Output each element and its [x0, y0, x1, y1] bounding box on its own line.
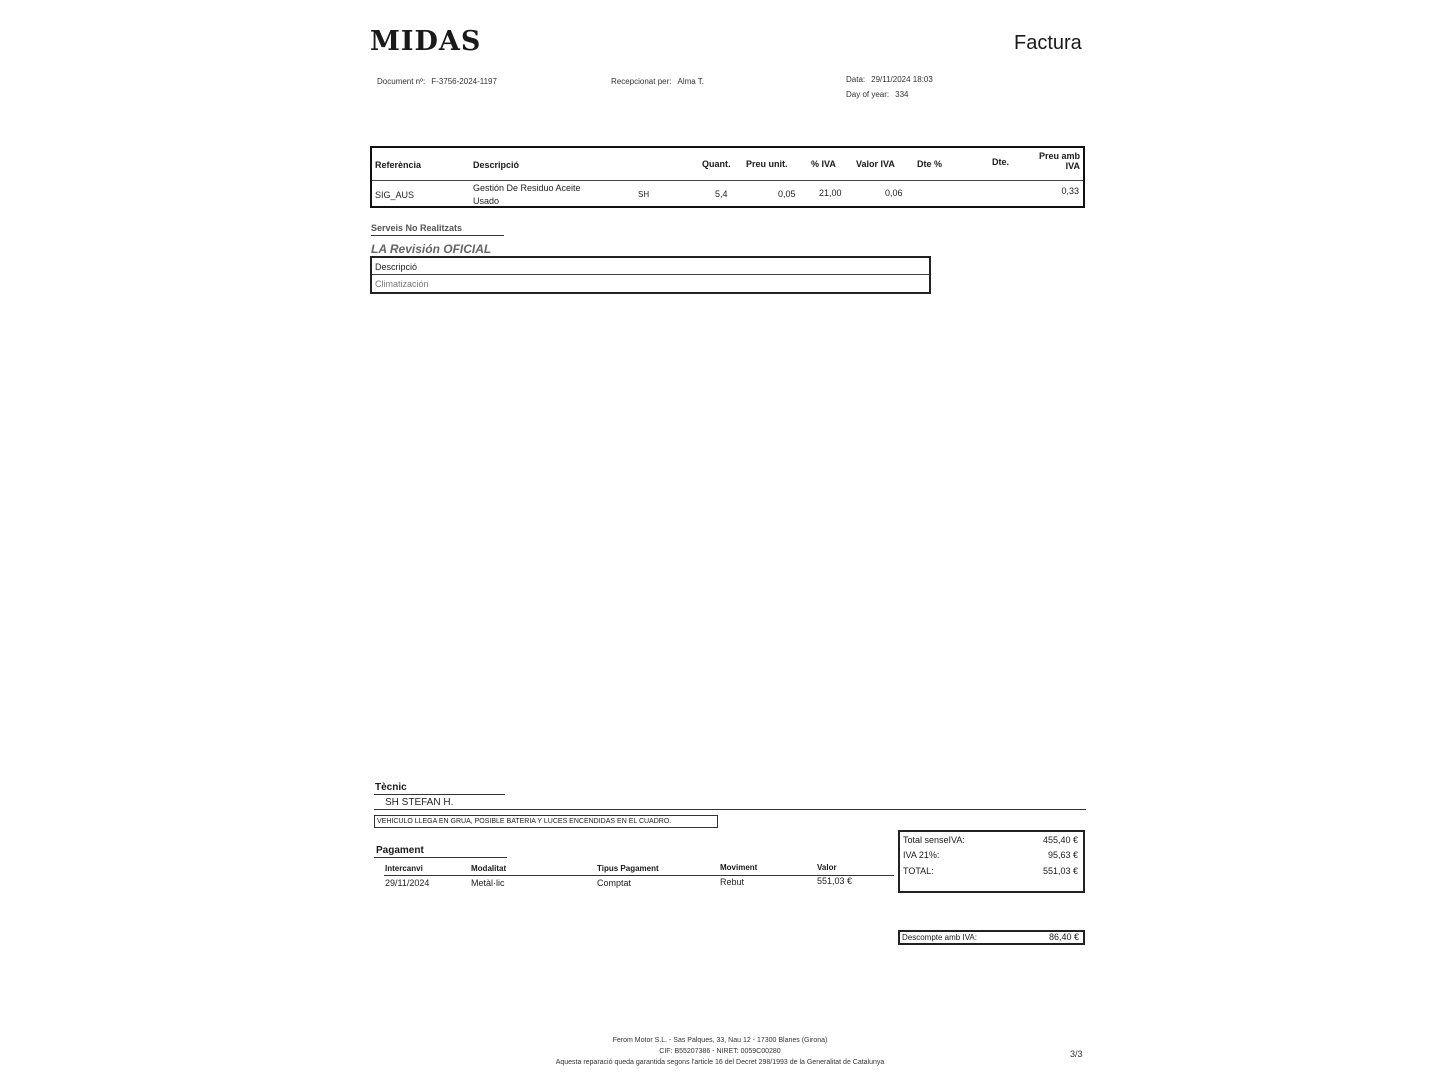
- items-table-header: [372, 148, 1083, 181]
- invoice-date: [846, 75, 933, 84]
- row-unit-price: 0,05: [778, 189, 796, 199]
- document-number-label: Document nº:: [377, 77, 426, 86]
- pay-value: 551,03 €: [817, 876, 853, 886]
- col-unit-price: Preu unit.: [746, 159, 788, 169]
- technician-note: VEHICULO LLEGA EN GRUA, POSIBLE BATERIA Y LUCES ENCENDIDAS EN EL CUADRO.: [374, 815, 718, 828]
- technician-underline: [374, 794, 505, 795]
- col-discount: Dte.: [992, 157, 1010, 167]
- discount-label: Descompte amb IVA:: [902, 933, 977, 942]
- footer-tax-ids: CIF: B55207386 - NIRET: 0059C00280: [659, 1048, 781, 1055]
- row-description-line2: Usado: [473, 196, 500, 206]
- document-number: [377, 77, 497, 86]
- total-label: TOTAL:: [903, 866, 934, 876]
- not-performed-table-header-row: [372, 258, 929, 275]
- discount-value: 86,40 €: [1048, 932, 1079, 942]
- col-description: Descripció: [473, 160, 520, 170]
- col-quantity: Quant.: [702, 159, 731, 169]
- received-by-value: Alma T.: [677, 77, 705, 86]
- col-reference: Referència: [375, 160, 422, 170]
- pay-date: 29/11/2024: [385, 878, 430, 888]
- subtotal-row: [903, 835, 1078, 845]
- discount-box: [898, 930, 1085, 945]
- row-description-line1: Gestión De Residuo Aceite: [473, 183, 581, 193]
- col-price-with-vat: [1039, 151, 1080, 171]
- pay-col-value: Valor: [817, 863, 837, 872]
- technician-divider: [374, 809, 1086, 810]
- vat-value: 95,63 €: [1047, 850, 1078, 860]
- row-quantity: 5,4: [715, 189, 728, 199]
- pay-col-movement: Moviment: [720, 863, 758, 872]
- not-performed-underline: [371, 235, 504, 236]
- day-of-year: [846, 90, 909, 99]
- vat-label: IVA 21%:: [903, 850, 940, 860]
- total-row: [903, 866, 1078, 876]
- col-discount-pct: Dte %: [917, 159, 943, 169]
- received-by-label: Recepcionat per:: [611, 77, 672, 86]
- invoice-date-value: 29/11/2024 18:03: [871, 75, 933, 84]
- document-number-value: F-3756-2024-1197: [431, 77, 497, 86]
- footer-company: Ferom Motor S.L. - Sas Palques, 33, Nau 12 - 17300 Blanes (Girona): [612, 1037, 828, 1044]
- received-by: [611, 77, 704, 86]
- items-table: [370, 146, 1085, 208]
- col-price-with-vat-line2: IVA: [1065, 161, 1080, 171]
- payment-label: Pagament: [376, 845, 424, 856]
- row-vat-value: 0,06: [885, 188, 903, 198]
- not-performed-col-description: Descripció: [375, 262, 418, 272]
- day-of-year-label: Day of year:: [846, 90, 890, 99]
- not-performed-table: [370, 256, 931, 294]
- list-item: Climatización: [375, 279, 429, 289]
- row-total-with-vat: 0,33: [1061, 186, 1079, 196]
- technician-label: Tècnic: [375, 782, 407, 793]
- col-vat-value: Valor IVA: [856, 159, 895, 169]
- not-performed-label: Serveis No Realitzats: [371, 223, 463, 233]
- row-vat-pct: 21,00: [819, 188, 842, 198]
- day-of-year-value: 334: [895, 90, 909, 99]
- not-performed-title: LA Revisión OFICIAL: [371, 242, 492, 256]
- totals-box: [898, 830, 1085, 893]
- total-value: 551,03 €: [1042, 866, 1078, 876]
- technician-name: SH STEFAN H.: [385, 797, 454, 808]
- subtotal-label: Total senseIVA:: [903, 835, 965, 845]
- pay-mode: Metàl·lic: [471, 878, 505, 888]
- document-type-title: Factura: [1014, 32, 1082, 54]
- company-logo: MIDAS: [370, 26, 482, 57]
- payment-underline: [374, 857, 507, 858]
- pay-col-mode: Modalitat: [471, 864, 507, 873]
- col-price-with-vat-line1: Preu amb: [1038, 151, 1080, 161]
- col-vat-pct: % IVA: [811, 159, 836, 169]
- subtotal-value: 455,40 €: [1042, 835, 1078, 845]
- pay-col-type: Tipus Pagament: [597, 864, 659, 873]
- row-technician: SH: [638, 190, 650, 199]
- invoice-date-label: Data:: [846, 75, 866, 84]
- page-number: 3/3: [1070, 1049, 1083, 1059]
- pay-col-exchange: Intercanvi: [385, 864, 423, 873]
- pay-type: Comptat: [597, 878, 632, 888]
- pay-movement: Rebut: [720, 877, 745, 887]
- footer-warranty: Aquesta reparació queda garantida segons l'article 16 del Decret 298/1993 de la Generalitat de Catalunya: [555, 1059, 885, 1066]
- vat-row: [903, 850, 1078, 860]
- row-reference: SIG_AUS: [375, 190, 415, 200]
